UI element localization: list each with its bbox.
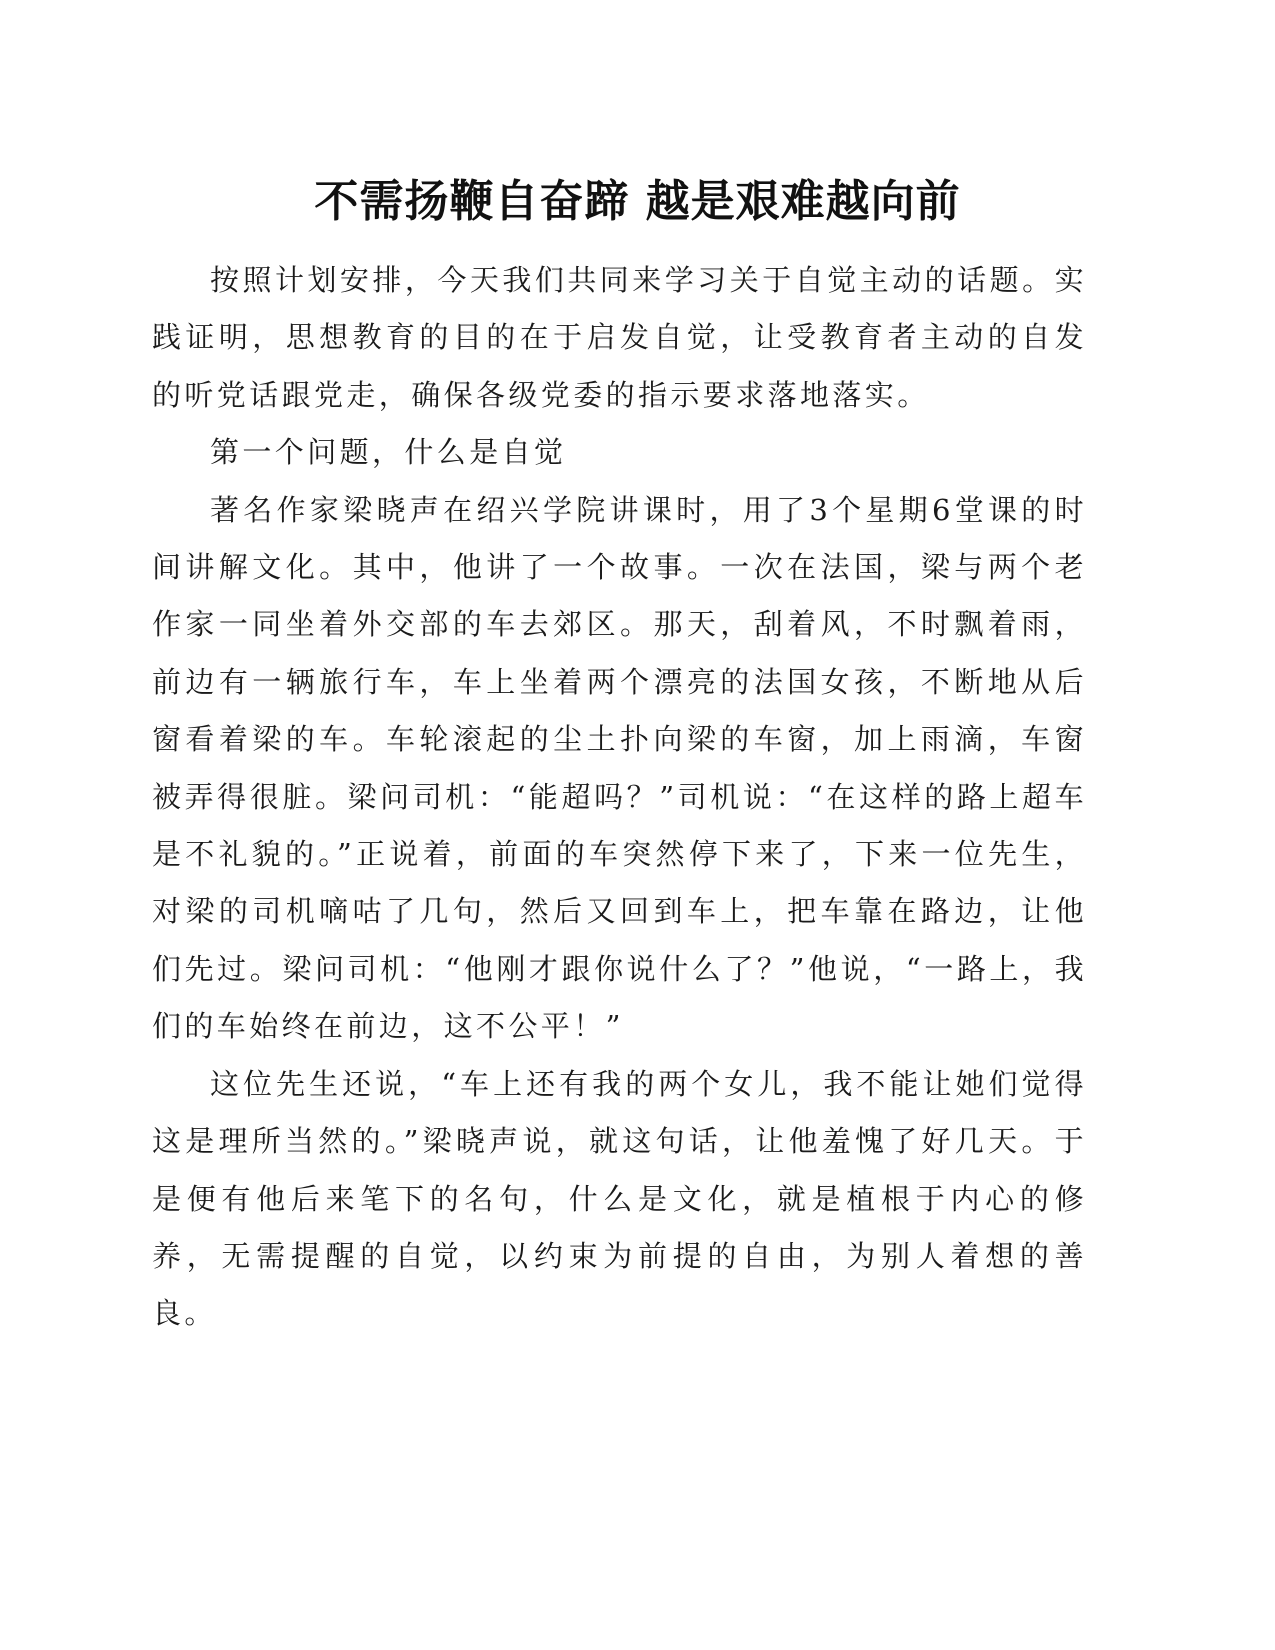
document-body (152, 252, 1087, 1343)
paragraph-intro: 按照计划安排，今天我们共同来学习关于自觉主动的话题。实践证明，思想教育的目的在于启发自觉，让受教育者主动的自发的听党话跟党走，确保各级党委的指示要求落地落实。 (152, 263, 1087, 412)
document-title: 不需扬鞭自奋蹄 越是艰难越向前 (314, 176, 961, 227)
paragraph-section-heading: 第一个问题，什么是自觉 (210, 435, 567, 470)
paragraph-story: 著名作家梁晓声在绍兴学院讲课时，用了3个星期6堂课的时间讲解文化。其中，他讲了一个故事。一次在法国，梁与两个老作家一同坐着外交部的车去郊区。那天，刮着风，不时飘着雨，前边有一辆旅行车，车上坐着两个漂亮的法国女孩，不断地从后窗看着梁的车。车轮滚起的尘土扑向梁的车窗，加上雨滴，车窗被弄得很脏。梁问司机：“能超吗？”司机说：“在这样的路上超车是不礼貌的。”正说着，前面的车突然停下来了，下来一位先生，对梁的司机嘀咕了几句，然后又回到车上，把车靠在路边，让他们先过。梁问司机：“他刚才跟你说什么了？”他说，“一路上，我们的车始终在前边，这不公平！” (152, 492, 1087, 1044)
paragraph-conclusion: 这位先生还说，“车上还有我的两个女儿，我不能让她们觉得这是理所当然的。”梁晓声说，就这句话，让他羞愧了好几天。于是便有他后来笔下的名句，什么是文化，就是植根于内心的修养，无需提醒的自觉，以约束为前提的自由，为别人着想的善良。 (152, 1066, 1087, 1331)
